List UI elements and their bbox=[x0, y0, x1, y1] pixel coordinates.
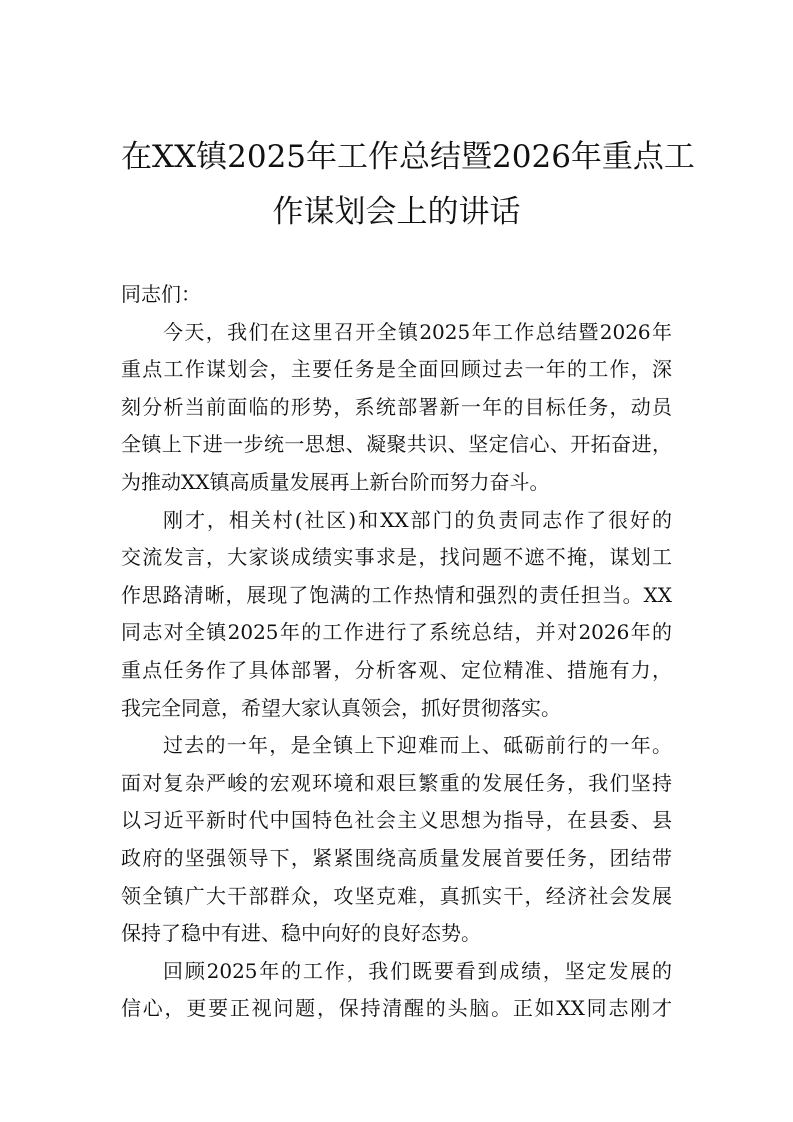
document-body bbox=[121, 276, 672, 1028]
title-line: 在XX镇2025年工作总结暨2026年重点工 bbox=[121, 139, 695, 175]
title-line: 作谋划会上的讲话 bbox=[272, 194, 521, 230]
paragraph-line: 同志对全镇2025年的工作进行了系统总结，并对2026年的 bbox=[121, 620, 672, 645]
paragraph-line: 刚才，相关村(社区)和XX部门的负责同志作了很好的 bbox=[163, 507, 672, 532]
paragraph-line: 政府的坚强领导下，紧紧围绕高质量发展首要任务，团结带 bbox=[121, 845, 672, 870]
document-title bbox=[121, 130, 695, 240]
paragraph-line: 过去的一年，是全镇上下迎难而上、砥砺前行的一年。 bbox=[163, 733, 672, 758]
paragraph-line: 面对复杂严峻的宏观环境和艰巨繁重的发展任务，我们坚持 bbox=[121, 770, 672, 795]
paragraph-line: 重点任务作了具体部署，分析客观、定位精准、措施有力， bbox=[121, 657, 672, 682]
paragraph-line: 保持了稳中有进、稳中向好的良好态势。 bbox=[121, 921, 481, 946]
paragraph-line: 刻分析当前面临的形势，系统部署新一年的目标任务，动员 bbox=[121, 394, 672, 419]
paragraph-line: 回顾2025年的工作，我们既要看到成绩，坚定发展的 bbox=[163, 958, 672, 983]
paragraph-line: 今天，我们在这里召开全镇2025年工作总结暨2026年 bbox=[163, 319, 672, 344]
paragraph-line: 重点工作谋划会，主要任务是全面回顾过去一年的工作，深 bbox=[121, 357, 672, 382]
paragraph-line: 领全镇广大干部群众，攻坚克难，真抓实干，经济社会发展 bbox=[121, 883, 672, 908]
paragraph-line: 作思路清晰，展现了饱满的工作热情和强烈的责任担当。XX bbox=[121, 582, 672, 607]
salutation: 同志们： bbox=[121, 282, 201, 306]
paragraph-line: 全镇上下进一步统一思想、凝聚共识、坚定信心、开拓奋进， bbox=[121, 432, 672, 457]
paragraph-line: 信心，更要正视问题，保持清醒的头脑。正如XX同志刚才 bbox=[121, 996, 672, 1021]
paragraph-line: 为推动XX镇高质量发展再上新台阶而努力奋斗。 bbox=[121, 469, 550, 494]
paragraph-line: 以习近平新时代中国特色社会主义思想为指导，在县委、县 bbox=[121, 808, 672, 833]
paragraph-line: 交流发言，大家谈成绩实事求是，找问题不遮不掩，谋划工 bbox=[121, 545, 672, 570]
paragraph-line: 我完全同意，希望大家认真领会，抓好贯彻落实。 bbox=[121, 695, 561, 720]
